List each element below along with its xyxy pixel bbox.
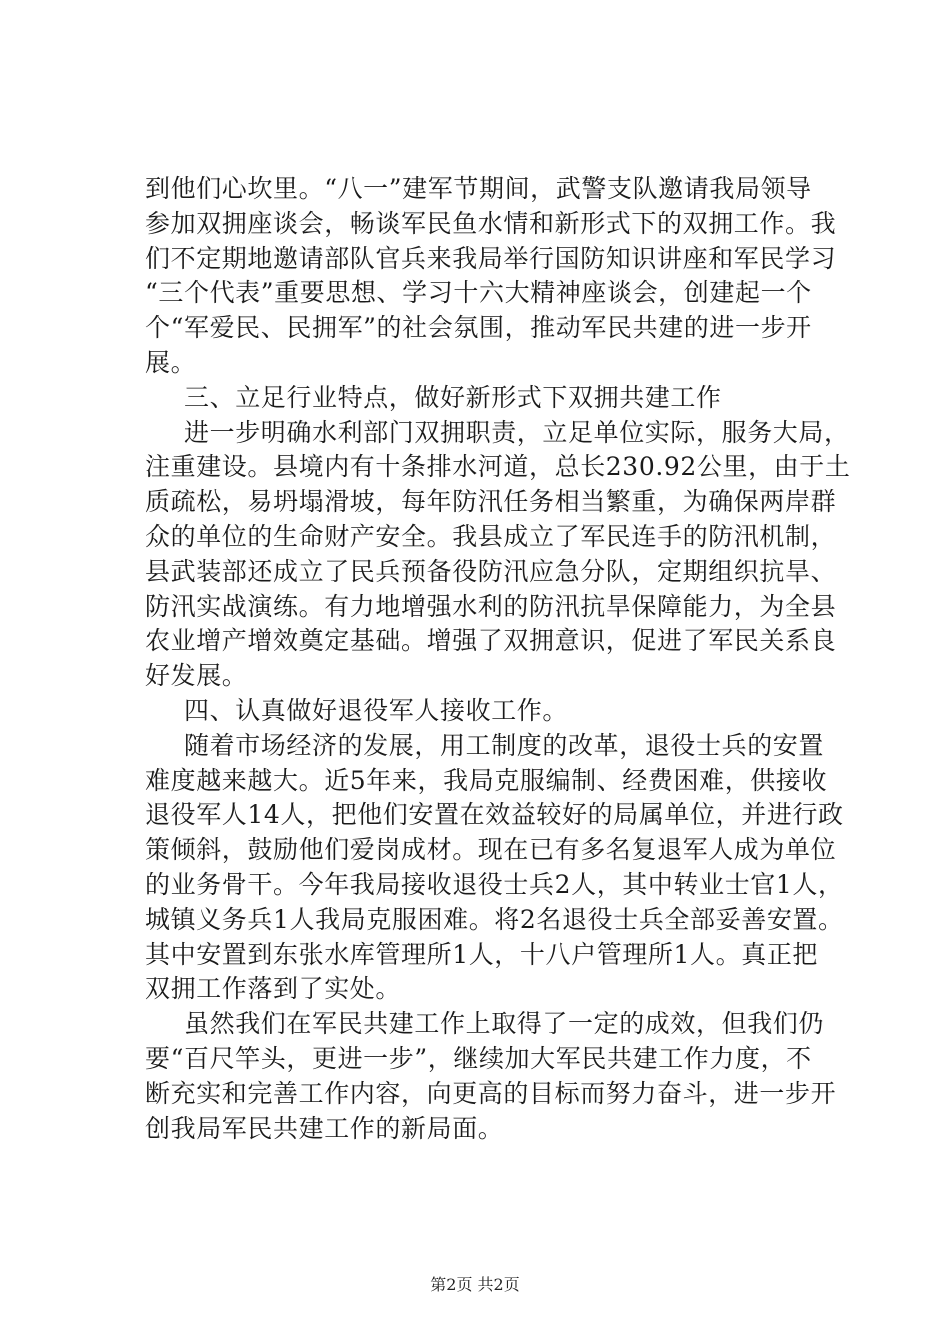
text-line: 虽然我们在军民共建工作上取得了一定的成效，但我们仍 [184, 1009, 825, 1039]
text-line: 参加双拥座谈会，畅谈军民鱼水情和新形式下的双拥工作。我 [145, 208, 837, 238]
text-line: 城镇义务兵1人我局克服困难。将2名退役士兵全部妥善安置。 [145, 904, 844, 934]
text-line: 断充实和完善工作内容，向更高的目标而努力奋斗，进一步开 [145, 1078, 837, 1108]
text-line: 难度越来越大。近5年来，我局克服编制、经费困难，供接收 [145, 765, 828, 795]
section-heading-3: 三、立足行业特点，做好新形式下双拥共建工作 [184, 382, 722, 412]
text-line: 农业增产增效奠定基础。增强了双拥意识，促进了军民关系良 [145, 626, 837, 656]
text-line: 创我局军民共建工作的新局面。 [145, 1113, 504, 1143]
text-line: 双拥工作落到了实处。 [145, 974, 402, 1004]
text-line: 好发展。 [145, 661, 248, 691]
text-line: 要“百尺竿头，更进一步”，继续加大军民共建工作力度，不 [145, 1043, 812, 1073]
text-line: 们不定期地邀请部队官兵来我局举行国防知识讲座和军民学习 [145, 243, 837, 273]
text-line: 个“军爱民、民拥军”的社会氛围，推动军民共建的进一步开 [145, 313, 812, 343]
text-line: 随着市场经济的发展，用工制度的改革，退役士兵的安置 [184, 730, 825, 760]
text-line: 到他们心坎里。“八一”建军节期间，武警支队邀请我局领导 [145, 174, 812, 203]
text-line: “三个代表”重要思想、学习十六大精神座谈会，创建起一个 [145, 278, 812, 308]
text-line: 其中安置到东张水库管理所1人，十八户管理所1人。真正把 [145, 939, 819, 969]
text-line: 退役军人14人，把他们安置在效益较好的局属单位，并进行政 [145, 800, 844, 830]
text-line: 防汛实战演练。有力地增强水利的防汛抗旱保障能力，为全县 [145, 591, 837, 621]
text-line: 策倾斜，鼓励他们爱岗成材。现在已有多名复退军人成为单位 [145, 835, 837, 865]
text-line: 的业务骨干。今年我局接收退役士兵2人，其中转业士官1人， [145, 869, 844, 899]
text-line: 县武装部还成立了民兵预备役防汛应急分队，定期组织抗旱、 [145, 556, 837, 586]
section-heading-4: 四、认真做好退役军人接收工作。 [184, 695, 569, 725]
document-body [145, 172, 851, 1146]
text-line: 进一步明确水利部门双拥职责，立足单位实际，服务大局， [184, 417, 850, 447]
page-number-footer: 第2页 共2页 [430, 1275, 520, 1294]
text-line: 展。 [145, 347, 197, 377]
text-line: 众的单位的生命财产安全。我县成立了军民连手的防汛机制， [145, 521, 837, 551]
text-line: 注重建设。县境内有十条排水河道，总长230.92公里，由于土 [145, 452, 851, 482]
text-line: 质疏松，易坍塌滑坡，每年防汛任务相当繁重，为确保两岸群 [145, 487, 837, 517]
